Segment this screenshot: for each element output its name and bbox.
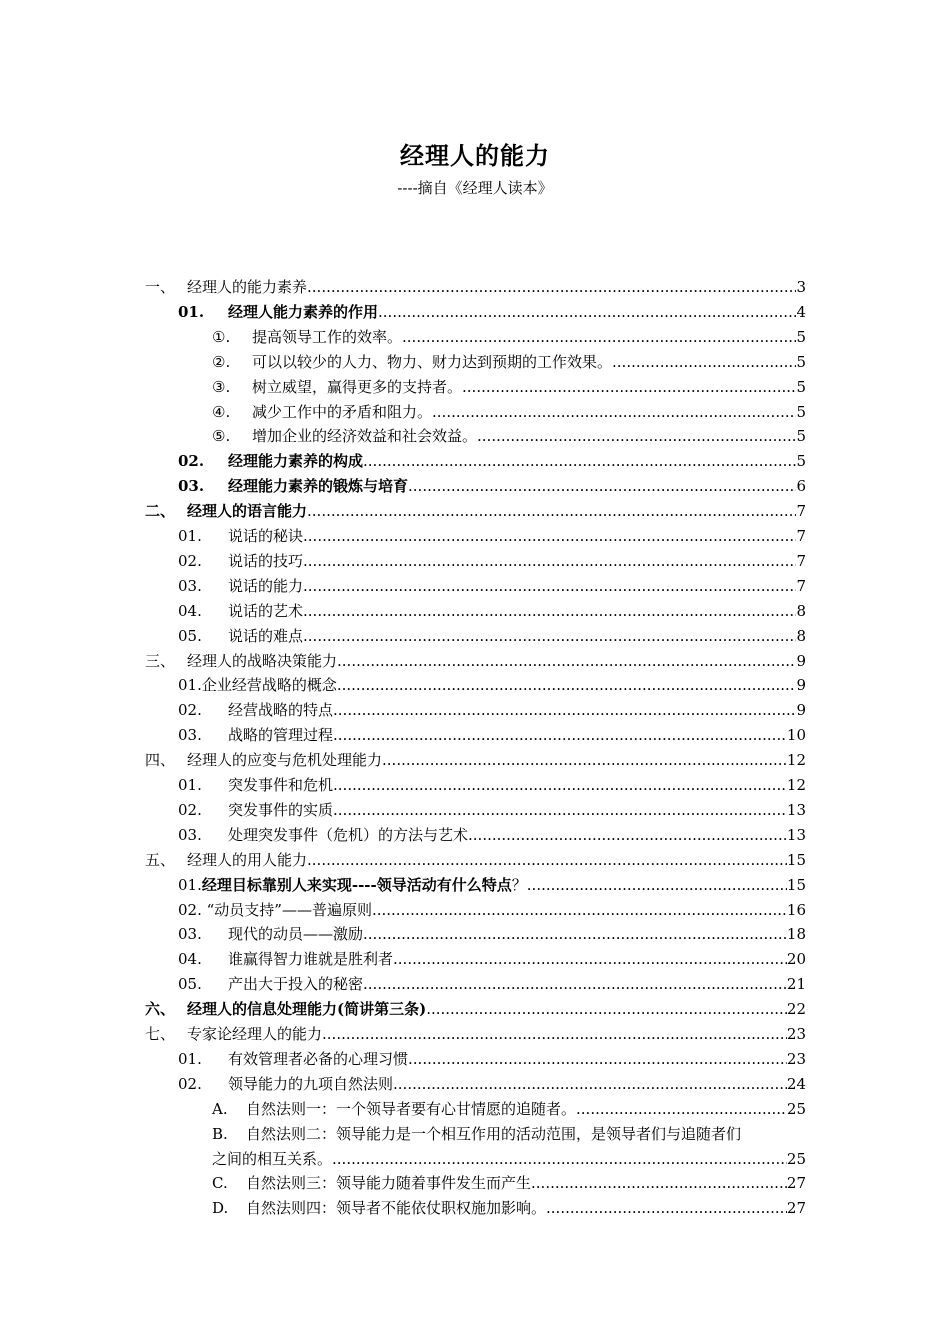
toc-entry-page: 3 — [796, 278, 806, 296]
toc-entry[interactable] — [212, 350, 806, 375]
toc-entry[interactable] — [178, 873, 806, 898]
toc-leader-dots — [363, 449, 796, 474]
toc-leader-dots — [426, 997, 787, 1022]
toc-entry-number: 一、 — [145, 278, 176, 296]
toc-entry-number: 04. — [178, 601, 202, 620]
toc-entry-page: 10 — [786, 726, 806, 745]
toc-entry-number: 01. — [178, 527, 202, 545]
toc-entry-title: 自然法则三：领导能力随着事件发生而产生 — [246, 1174, 532, 1193]
toc-leader-dots — [378, 300, 796, 325]
toc-leader-dots — [432, 400, 796, 425]
toc-entry-page: 8 — [796, 626, 806, 645]
toc-entry[interactable] — [178, 1047, 806, 1072]
toc-entry-page: 12 — [786, 751, 806, 770]
toc-entry[interactable] — [178, 922, 806, 947]
toc-entry-page: 23 — [786, 1049, 806, 1068]
toc-entry-page: 25 — [786, 1099, 806, 1118]
toc-leader-dots — [372, 898, 787, 923]
toc-entry-title: 树立威望，赢得更多的支持者。 — [252, 377, 463, 396]
toc-entry-title: 自然法则一：一个领导者要有心甘情愿的追随者。 — [246, 1099, 577, 1118]
toc-leader-dots — [382, 748, 787, 773]
toc-entry[interactable] — [178, 624, 806, 649]
toc-entry[interactable] — [178, 773, 806, 798]
toc-leader-dots — [527, 873, 787, 898]
toc-entry-number: 03. — [178, 576, 202, 595]
toc-entry-title: 说话的难点 — [228, 626, 304, 645]
toc-leader-dots — [576, 1097, 787, 1122]
toc-entry-title: 经理人的战略决策能力 — [187, 651, 338, 670]
toc-entry[interactable] — [145, 848, 806, 873]
toc-entry-page: 8 — [796, 601, 806, 620]
toc-entry-number: 03. — [178, 925, 202, 944]
toc-entry[interactable] — [178, 673, 806, 698]
toc-entry-page: 15 — [786, 850, 806, 869]
toc-entry[interactable] — [178, 300, 806, 325]
toc-entry-title: 自然法则四：领导者不能依仗职权施加影响。 — [246, 1199, 547, 1218]
toc-entry-title: 01.企业经营战略的概念 — [178, 676, 337, 695]
toc-leader-dots — [337, 649, 796, 674]
toc-entry-title: 说话的技巧 — [228, 551, 304, 570]
toc-leader-dots — [337, 673, 797, 698]
toc-entry[interactable] — [178, 574, 806, 599]
toc-entry-number: 05. — [178, 975, 202, 994]
toc-entry-title: 战略的管理过程 — [228, 726, 334, 745]
toc-leader-dots — [333, 798, 787, 823]
toc-entry-number: 03. — [178, 477, 205, 496]
toc-entry-page: 16 — [786, 900, 806, 919]
toc-entry-number: C. — [212, 1174, 228, 1193]
toc-entry-title: 产出大于投入的秘密 — [228, 975, 364, 994]
toc-entry-page: 7 — [796, 502, 806, 521]
toc-entry-number: 02. — [178, 800, 202, 819]
toc-leader-dots — [531, 1171, 787, 1196]
toc-entry[interactable] — [212, 400, 806, 425]
toc-leader-dots — [546, 1196, 787, 1221]
toc-entry-number: 03. — [178, 825, 202, 844]
toc-entry-page: 27 — [786, 1199, 806, 1218]
toc-leader-dots — [333, 698, 796, 723]
toc-entry-page: 22 — [786, 1000, 806, 1019]
toc-leader-dots — [477, 424, 796, 449]
toc-entry-title: 增加企业的经济效益和社会效益。 — [252, 427, 478, 446]
toc-entry-page: 21 — [786, 975, 806, 994]
toc-entry-number: B. — [212, 1124, 228, 1143]
toc-entry[interactable] — [212, 1196, 806, 1221]
toc-entry-title: 领导能力的九项自然法则 — [228, 1074, 394, 1093]
toc-entry-page: 13 — [786, 800, 806, 819]
toc-entry[interactable] — [145, 649, 806, 674]
toc-entry-number: A. — [212, 1099, 228, 1118]
toc-leader-dots — [363, 972, 787, 997]
toc-entry[interactable] — [178, 1072, 806, 1097]
toc-entry-number: 六、 — [145, 1000, 176, 1019]
toc-entry-page: 7 — [796, 527, 806, 545]
toc-entry-page: 5 — [796, 452, 806, 471]
toc-entry-page: 5 — [796, 352, 806, 371]
toc-entry-page: 27 — [786, 1174, 806, 1193]
toc-entry[interactable] — [145, 997, 806, 1022]
toc-entry[interactable] — [145, 1022, 806, 1047]
toc-entry-title: 经理人的用人能力 — [187, 850, 308, 869]
toc-leader-dots — [408, 474, 796, 499]
toc-entry-page: 5 — [796, 377, 806, 396]
toc-entry[interactable] — [212, 424, 806, 449]
toc-entry[interactable] — [178, 599, 806, 624]
toc-entry-title: 01.经理目标靠别人来实现----领导活动有什么特点？ — [178, 875, 527, 894]
toc-entry-page: 15 — [786, 875, 806, 894]
toc-entry-number: 01. — [178, 1049, 202, 1068]
toc-entry[interactable] — [178, 698, 806, 723]
toc-entry-page: 25 — [786, 1149, 806, 1168]
toc-entry-number: D. — [212, 1199, 229, 1218]
toc-entry-page: 20 — [786, 950, 806, 969]
toc-entry-number: 七、 — [145, 1025, 176, 1043]
toc-entry-page: 24 — [786, 1074, 806, 1093]
toc-entry-page: 18 — [786, 925, 806, 944]
toc-entry-title: 可以以较少的人力、物力、财力达到预期的工作效果。 — [252, 352, 613, 371]
toc-entry-continuation[interactable] — [212, 1147, 806, 1172]
toc-entry-number: 02. — [178, 1074, 202, 1093]
toc-entry-number: ①. — [212, 327, 231, 346]
toc-entry-title: 经理人的信息处理能力(简讲第三条) — [187, 1000, 427, 1019]
toc-entry-number: ③. — [212, 377, 231, 396]
toc-leader-dots — [612, 350, 796, 375]
toc-entry[interactable] — [212, 375, 806, 400]
toc-entry-page: 6 — [796, 477, 806, 496]
toc-leader-dots — [408, 1047, 787, 1072]
toc-entry[interactable] — [178, 898, 806, 923]
toc-entry-page: 5 — [796, 402, 806, 421]
toc-entry[interactable] — [145, 275, 806, 300]
document-subtitle: ----摘自《经理人读本》 — [397, 179, 553, 197]
toc-leader-dots — [462, 375, 796, 400]
toc-leader-dots — [303, 624, 796, 649]
toc-entry[interactable] — [178, 449, 806, 474]
toc-leader-dots — [303, 524, 796, 549]
toc-entry[interactable] — [145, 748, 806, 773]
toc-entry[interactable] — [178, 474, 806, 499]
toc-entry-number: ②. — [212, 352, 231, 371]
toc-entry-page: 9 — [796, 701, 806, 720]
toc-leader-dots — [303, 599, 796, 624]
toc-entry-title: 突发事件的实质 — [228, 800, 334, 819]
toc-leader-dots — [303, 574, 796, 599]
toc-entry-title: 02. “动员支持”——普遍原则 — [178, 900, 372, 919]
toc-entry[interactable] — [212, 1171, 806, 1196]
toc-entry-page: 5 — [796, 427, 806, 446]
toc-leader-dots — [333, 723, 787, 748]
toc-entry-title: 说话的能力 — [228, 576, 304, 595]
toc-entry-page: 9 — [796, 676, 806, 695]
toc-entry-number: 05. — [178, 626, 202, 645]
toc-entry-number: 01. — [178, 302, 205, 321]
toc-entry-number: 三、 — [145, 651, 176, 670]
toc-entry-page: 7 — [796, 576, 806, 595]
toc-leader-dots — [307, 499, 796, 524]
toc-leader-dots — [393, 1072, 787, 1097]
toc-entry-title: 经理能力素养的锻炼与培育 — [228, 477, 409, 496]
toc-entry-number: 二、 — [145, 502, 176, 521]
toc-entry-number: 01. — [178, 776, 202, 794]
toc-entry-number: 02. — [178, 551, 202, 570]
toc-entry[interactable] — [212, 1122, 806, 1147]
toc-entry-page: 12 — [786, 776, 806, 794]
toc-entry-title: 自然法则二：领导能力是一个相互作用的活动范围，是领导者们与追随者们 — [246, 1124, 742, 1143]
toc-entry[interactable] — [145, 499, 806, 524]
toc-entry[interactable] — [178, 549, 806, 574]
toc-entry[interactable] — [178, 823, 806, 848]
toc-entry-title: 经理人的能力素养 — [187, 278, 308, 296]
toc-entry-page: 9 — [796, 651, 806, 670]
toc-entry[interactable] — [212, 1097, 806, 1122]
toc-entry[interactable] — [178, 723, 806, 748]
toc-entry-title: 经理人能力素养的作用 — [228, 302, 379, 321]
toc-entry-title-continued: 之间的相互关系。 — [212, 1149, 333, 1168]
toc-entry[interactable] — [178, 798, 806, 823]
toc-leader-dots — [332, 1147, 787, 1172]
toc-entry-title: 说话的艺术 — [228, 601, 304, 620]
toc-entry-title: 经理人的应变与危机处理能力 — [187, 751, 383, 770]
toc-entry-number: 五、 — [145, 850, 176, 869]
toc-entry-page: 4 — [796, 302, 806, 321]
toc-entry-title: 专家论经理人的能力 — [187, 1025, 323, 1043]
toc-entry[interactable] — [178, 972, 806, 997]
toc-entry-number: ⑤. — [212, 427, 231, 446]
toc-entry-title: 说话的秘诀 — [228, 527, 304, 545]
toc-entry-title: 减少工作中的矛盾和阻力。 — [252, 402, 433, 421]
toc-entry-title: 现代的动员——激励 — [228, 925, 364, 944]
toc-entry[interactable] — [212, 325, 806, 350]
toc-leader-dots — [307, 275, 796, 300]
toc-entry-title: 经理能力素养的构成 — [228, 452, 364, 471]
toc-entry-title: 经理人的语言能力 — [187, 502, 308, 521]
toc-entry-title: 突发事件和危机 — [228, 776, 334, 794]
toc-entry-title: 谁赢得智力谁就是胜利者 — [228, 950, 394, 969]
toc-leader-dots — [307, 848, 787, 873]
toc-entry-number: 03. — [178, 726, 202, 745]
toc-entry-page: 5 — [796, 327, 806, 346]
toc-entry-number: 02. — [178, 701, 202, 720]
toc-entry-title: 处理突发事件（危机）的方法与艺术 — [228, 825, 469, 844]
toc-entry-page: 23 — [786, 1025, 806, 1043]
toc-entry-number: ④. — [212, 402, 231, 421]
toc-entry-number: 四、 — [145, 751, 176, 770]
toc-entry-title: 有效管理者必备的心理习惯 — [228, 1049, 409, 1068]
toc-entry-title: 提高领导工作的效率。 — [252, 327, 403, 346]
toc-entry-page: 13 — [786, 825, 806, 844]
document-title: 经理人的能力 — [400, 141, 550, 170]
toc-leader-dots — [333, 773, 787, 798]
toc-leader-dots — [393, 947, 787, 972]
toc-entry[interactable] — [178, 524, 806, 549]
toc-entry[interactable] — [178, 947, 806, 972]
toc-entry-title: 经营战略的特点 — [228, 701, 334, 720]
toc-entry-number: 04. — [178, 950, 202, 969]
toc-leader-dots — [322, 1022, 787, 1047]
toc-leader-dots — [303, 549, 796, 574]
toc-leader-dots — [468, 823, 787, 848]
toc-leader-dots — [402, 325, 796, 350]
toc-leader-dots — [363, 922, 787, 947]
toc-entry-page: 7 — [796, 551, 806, 570]
toc-entry-number: 02. — [178, 452, 205, 471]
